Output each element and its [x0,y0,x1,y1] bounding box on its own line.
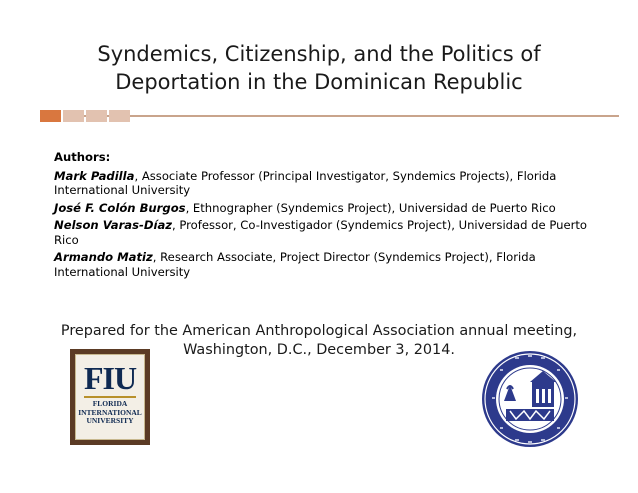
fiu-logo-letters: FIU [83,360,137,396]
author-details: , Ethnographer (Syndemics Project), Universidad de Puerto Rico [185,200,556,215]
author-details: , Professor, Co-Investigador (Syndemics Project), Universidad de Puerto Rico [54,218,588,247]
fiu-logo-bar [84,396,136,398]
authors-heading: Authors: [54,150,111,164]
prepared-line-2: Washington, D.C., December 3, 2014. [183,342,455,358]
title-line-1: Syndemics, Citizenship, and the Politics of [97,42,541,66]
fiu-logo [70,349,150,445]
accent-block [86,110,107,122]
authors-section [54,150,594,282]
author-entry [54,218,594,247]
fiu-logo-line-1: FLORIDA [92,399,128,408]
title-rule [68,115,619,117]
university-seal-icon [480,349,580,449]
author-name: José F. Colón Burgos [54,200,186,215]
accent-block [109,110,130,122]
fiu-logo-line-3: UNIVERSITY [86,416,134,426]
title-line-2: Deportation in the Dominican Republic [115,70,523,94]
author-entry [54,250,594,279]
prepared-line-1: Prepared for the American Anthropological Association annual meeting, [60,323,578,339]
author-name: Nelson Varas-Díaz [54,218,173,232]
author-name: Mark Padilla [54,168,135,183]
author-entry [54,201,594,216]
author-entry [54,169,594,198]
author-details: , Associate Professor (Principal Investigator, Syndemics Projects), Florida International University [54,168,557,197]
fiu-logo-line-2: INTERNATIONAL [78,407,142,417]
accent-block [40,110,61,122]
slide-title [40,40,598,96]
author-details: , Research Associate, Project Director (Syndemics Project), Florida International University [54,250,536,279]
accent-blocks [40,110,132,122]
author-name: Armando Matiz [54,250,153,264]
accent-block [63,110,84,122]
fiu-logo-panel [75,354,145,440]
